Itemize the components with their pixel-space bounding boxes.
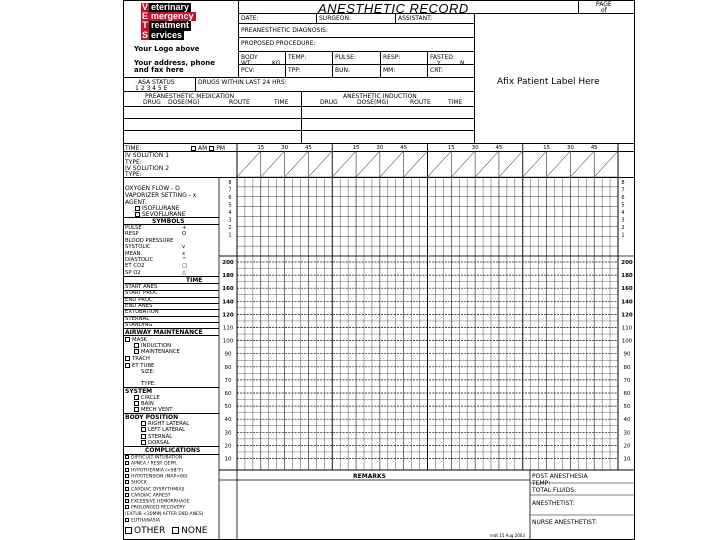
time-tick: 45	[590, 145, 598, 151]
vitals-scale-right: 100	[621, 338, 633, 345]
vitals-scale-right: 20	[623, 443, 631, 450]
vitals-scale-left: 10	[224, 456, 232, 463]
vitals-scale-right: 80	[623, 364, 631, 371]
vitals-scale-left: 140	[222, 299, 234, 306]
vitals-scale-left: 50	[224, 404, 232, 411]
mask-maintenance-option: MAINTENANCE	[141, 349, 180, 355]
symbol-glyph: □	[182, 263, 188, 270]
pcv-field: PCV:	[241, 67, 255, 74]
symbol-name: DIASTOLIC	[125, 257, 154, 263]
vitals-scale-right: 90	[623, 351, 631, 358]
time-event: START PROC	[125, 290, 158, 297]
fasted-field: FASTED:	[430, 54, 455, 61]
vitals-scale-right: 70	[623, 377, 631, 384]
gas-scale-left: 7	[228, 187, 232, 194]
vets-logo: V eterinary E mergency T reatment S ervices	[141, 2, 194, 40]
pulse-field: PULSE:	[335, 54, 356, 61]
trach-option: TRACH	[132, 356, 150, 362]
gas-scale-left: 1	[228, 232, 232, 239]
procedure-field: PROPOSED PROCEDURE:	[241, 40, 316, 47]
asa-scale: 1 2 3 4 5 E	[135, 85, 168, 92]
symbol-glyph: x	[182, 250, 186, 257]
vitals-scale-left: 70	[224, 377, 232, 384]
ind-drug-col: DRUG	[320, 99, 338, 106]
vitals-scale-left: 110	[222, 325, 234, 332]
patient-label-area: Afix Patient Label Here	[497, 77, 600, 87]
gas-scale-right: 7	[621, 187, 625, 194]
gas-scale-left: 5	[228, 202, 232, 209]
total-fluids: TOTAL FLUIDS:	[532, 487, 577, 494]
bun-field: BUN:	[335, 67, 351, 74]
complication-label: SHOCK	[131, 480, 147, 486]
complication-label: DIFFICULT INTUBATION	[131, 455, 183, 461]
time-tick: 30	[281, 145, 289, 151]
time-tick: 30	[471, 145, 479, 151]
complication-label: CARDIAC ARREST	[131, 493, 171, 499]
vitals-scale-right: 110	[621, 325, 633, 332]
position-option	[141, 440, 170, 446]
et-size: SIZE:	[141, 369, 155, 375]
fax-text: and fax here	[134, 66, 184, 74]
bain-option: BAIN	[141, 401, 154, 407]
time-tick: 30	[376, 145, 384, 151]
complication-label: HYPOTENSION (MAP<60)	[131, 474, 188, 480]
symbol-glyph: ^	[182, 257, 187, 263]
temp-field: TEMP:	[288, 54, 307, 61]
mask-induction-option: INDUCTION	[141, 343, 172, 349]
surgeon-field: SURGEON:	[319, 15, 352, 22]
vitals-scale-right: 200	[621, 260, 633, 266]
preanesthetic-medication: PREANESTHETIC MEDICATION	[145, 93, 235, 100]
gas-scale-right: 3	[621, 217, 625, 224]
time-title: TIME	[186, 277, 203, 284]
position-option	[141, 421, 189, 427]
tpp-field: TPP:	[288, 67, 301, 74]
vitals-scale-right: 60	[623, 391, 631, 397]
position-label: RIGHT LATERAL	[148, 421, 190, 427]
assistant-field: ASSISTANT:	[398, 15, 433, 22]
complication-option	[125, 512, 203, 518]
symbol-glyph: v	[182, 244, 186, 251]
vitals-scale-left: 60	[224, 391, 232, 397]
post-anesthesia: POST ANESTHESIA	[532, 473, 588, 480]
symbol-name: SP O2	[125, 269, 141, 276]
diagnosis-field: PREANESTHETIC DIAGNOSIS:	[241, 27, 328, 34]
symbol-glyph: O	[182, 231, 187, 238]
position-option	[141, 434, 172, 440]
time-row-label: TIME:	[125, 145, 142, 152]
resp-field: RESP:	[383, 54, 401, 61]
time-tick: 45	[400, 145, 408, 151]
iv-solution-1: IV SOLUTION 1	[125, 152, 170, 159]
gas-scale-left: 2	[228, 225, 232, 231]
isoflurane-option: ISOFLURANE	[142, 205, 180, 212]
time-event: STERNAL	[125, 315, 150, 322]
symbol-name: MEAN	[125, 250, 141, 257]
page-label: PAGE	[596, 1, 612, 8]
vitals-scale-right: 180	[621, 273, 633, 280]
time-event: END PROC	[125, 296, 153, 303]
logo-above-text: Your Logo above	[134, 45, 200, 53]
complication-label: APNEA / RESP. DEPR.	[131, 461, 178, 467]
position-label: DORSAL	[148, 439, 170, 446]
position-option	[141, 427, 185, 433]
gas-scale-right: 2	[621, 225, 625, 231]
footer-stamp: mdt 15 Aug 2003	[490, 533, 525, 538]
anesthetic-induction: ANESTHETIC INDUCTION	[343, 93, 417, 100]
symbol-name: ET CO2	[125, 263, 145, 270]
vitals-scale-left: 80	[224, 364, 232, 371]
time-event: START ANES	[125, 284, 158, 290]
mech-vent-option: MECH VENT	[141, 407, 173, 413]
body-position-title: BODY POSITION	[125, 414, 179, 421]
pm-option: PM	[216, 145, 225, 152]
complication-label: EUTHANASIA	[131, 518, 161, 524]
vitals-scale-left: 120	[222, 312, 234, 319]
kg-label: KG	[272, 60, 281, 67]
other-option: OTHER	[134, 526, 166, 536]
time-tick: 45	[304, 145, 312, 151]
iv2-type: TYPE:	[125, 171, 142, 178]
circle-option: CIRCLE	[141, 395, 160, 401]
oxygen-flow: OXYGEN FLOW - O	[125, 185, 180, 192]
vitals-scale-right: 50	[623, 404, 631, 411]
complication-label: PROLONGED RECOVERY	[131, 505, 185, 511]
pre-route-col: ROUTE	[229, 99, 250, 106]
time-tick: 15	[352, 145, 360, 151]
system-title: SYSTEM	[125, 388, 153, 395]
asa-status: ASA STATUS	[138, 79, 175, 86]
vitals-scale-left: 180	[222, 273, 234, 280]
fasted-n: N	[460, 60, 465, 67]
vitals-scale-right: 30	[623, 430, 631, 437]
complication-label: EXCESSIVE HEMORRHAGE	[131, 499, 190, 505]
gas-scale-right: 4	[621, 210, 625, 216]
am-option: AM	[198, 145, 208, 152]
mm-field: MM:	[383, 67, 396, 74]
pre-dose-col: DOSE(MG)	[168, 99, 200, 106]
gas-scale-right: 1	[621, 232, 625, 239]
agent-label: AGENT:	[125, 199, 147, 206]
gas-scale-left: 3	[228, 217, 232, 224]
mask-option: MASK	[132, 337, 148, 343]
complication-label: HYPOTHERMIA (<98°F)	[131, 468, 184, 474]
gas-scale-right: 8	[621, 180, 625, 186]
page-of: of	[601, 7, 607, 14]
gas-scale-left: 8	[228, 180, 232, 186]
wt-label: WT:	[241, 60, 252, 67]
symbol-name: BLOOD PRESSURE	[125, 237, 174, 244]
address-text: Your address, phone	[134, 59, 216, 67]
position-label: LEFT LATERAL	[148, 427, 186, 434]
nurse-anesthetist: NURSE ANESTHETIST:	[532, 519, 597, 526]
date-field: DATE:	[241, 15, 259, 22]
crt-field: CRT:	[430, 67, 443, 74]
vitals-scale-left: 40	[224, 417, 232, 424]
position-label: STERNAL	[148, 433, 173, 440]
time-event: STANDING	[125, 321, 153, 328]
remarks-title: REMARKS	[353, 473, 386, 480]
iv1-type: TYPE:	[125, 159, 142, 166]
vitals-scale-left: 30	[224, 430, 232, 437]
ind-time-col: TIME	[448, 99, 463, 106]
anesthetist: ANESTHETIST:	[532, 500, 575, 507]
gas-scale-right: 6	[621, 195, 625, 201]
vitals-scale-right: 10	[623, 456, 631, 463]
none-option: NONE	[181, 526, 208, 536]
vitals-scale-left: 20	[224, 443, 232, 450]
sevoflurane-option: SEVOFLURANE	[142, 211, 186, 218]
time-event: EXTUBATION	[125, 309, 159, 316]
vitals-scale-right: 40	[623, 417, 631, 424]
et-type: TYPE:	[141, 381, 156, 387]
vitals-scale-right: 140	[621, 299, 633, 306]
complications-title: COMPLICATIONS	[145, 447, 201, 454]
vitals-scale-right: 120	[621, 312, 633, 319]
symbol-glyph: +	[182, 225, 187, 231]
vitals-scale-left: 200	[222, 260, 234, 266]
complication-option	[125, 518, 160, 525]
vitals-scale-right: 160	[621, 286, 633, 293]
post-temp: TEMP:	[532, 480, 551, 487]
symbols-title: SYMBOLS	[152, 218, 185, 225]
pre-drug-col: DRUG	[143, 99, 161, 106]
gas-scale-left: 4	[228, 210, 232, 216]
ind-route-col: ROUTE	[410, 99, 431, 106]
complication-label: CARDIAC DYSRYTHMIAS	[131, 487, 185, 492]
ind-dose-col: DOSE(MG)	[357, 99, 389, 106]
form-title: ANESTHETIC RECORD	[318, 1, 469, 16]
iv-solution-2: IV SOLUTION 2	[125, 165, 170, 172]
symbol-name: PULSE	[125, 225, 142, 231]
time-tick: 15	[543, 145, 551, 151]
vaporizer-setting: VAPORIZER SETTING - x	[125, 192, 197, 199]
time-tick: 15	[257, 145, 265, 151]
time-tick: 45	[495, 145, 503, 151]
drugs-24hrs: DRUGS WITHIN LAST 24 HRS:	[198, 79, 287, 86]
fasted-y: Y	[437, 60, 441, 67]
time-event: END ANES	[125, 302, 153, 309]
gas-scale-left: 6	[228, 195, 232, 201]
time-tick: 30	[566, 145, 574, 151]
airway-title: AIRWAY MAINTENANCE	[125, 329, 203, 336]
time-tick: 15	[447, 145, 455, 151]
symbol-name: SYSTOLIC	[125, 244, 151, 251]
vitals-scale-left: 100	[222, 338, 234, 345]
body-wt-label: BODY	[241, 54, 258, 61]
vitals-scale-left: 160	[222, 286, 234, 293]
symbol-glyph: △	[182, 269, 187, 276]
et-tube-option: ET TUBE	[132, 363, 155, 369]
vitals-scale-left: 90	[224, 351, 232, 358]
pre-time-col: TIME	[274, 99, 289, 106]
symbol-name: RESP	[125, 231, 139, 238]
gas-scale-right: 5	[621, 202, 625, 209]
complication-label: (EXTUB <30MIN AFTER END ANES)	[125, 511, 204, 517]
